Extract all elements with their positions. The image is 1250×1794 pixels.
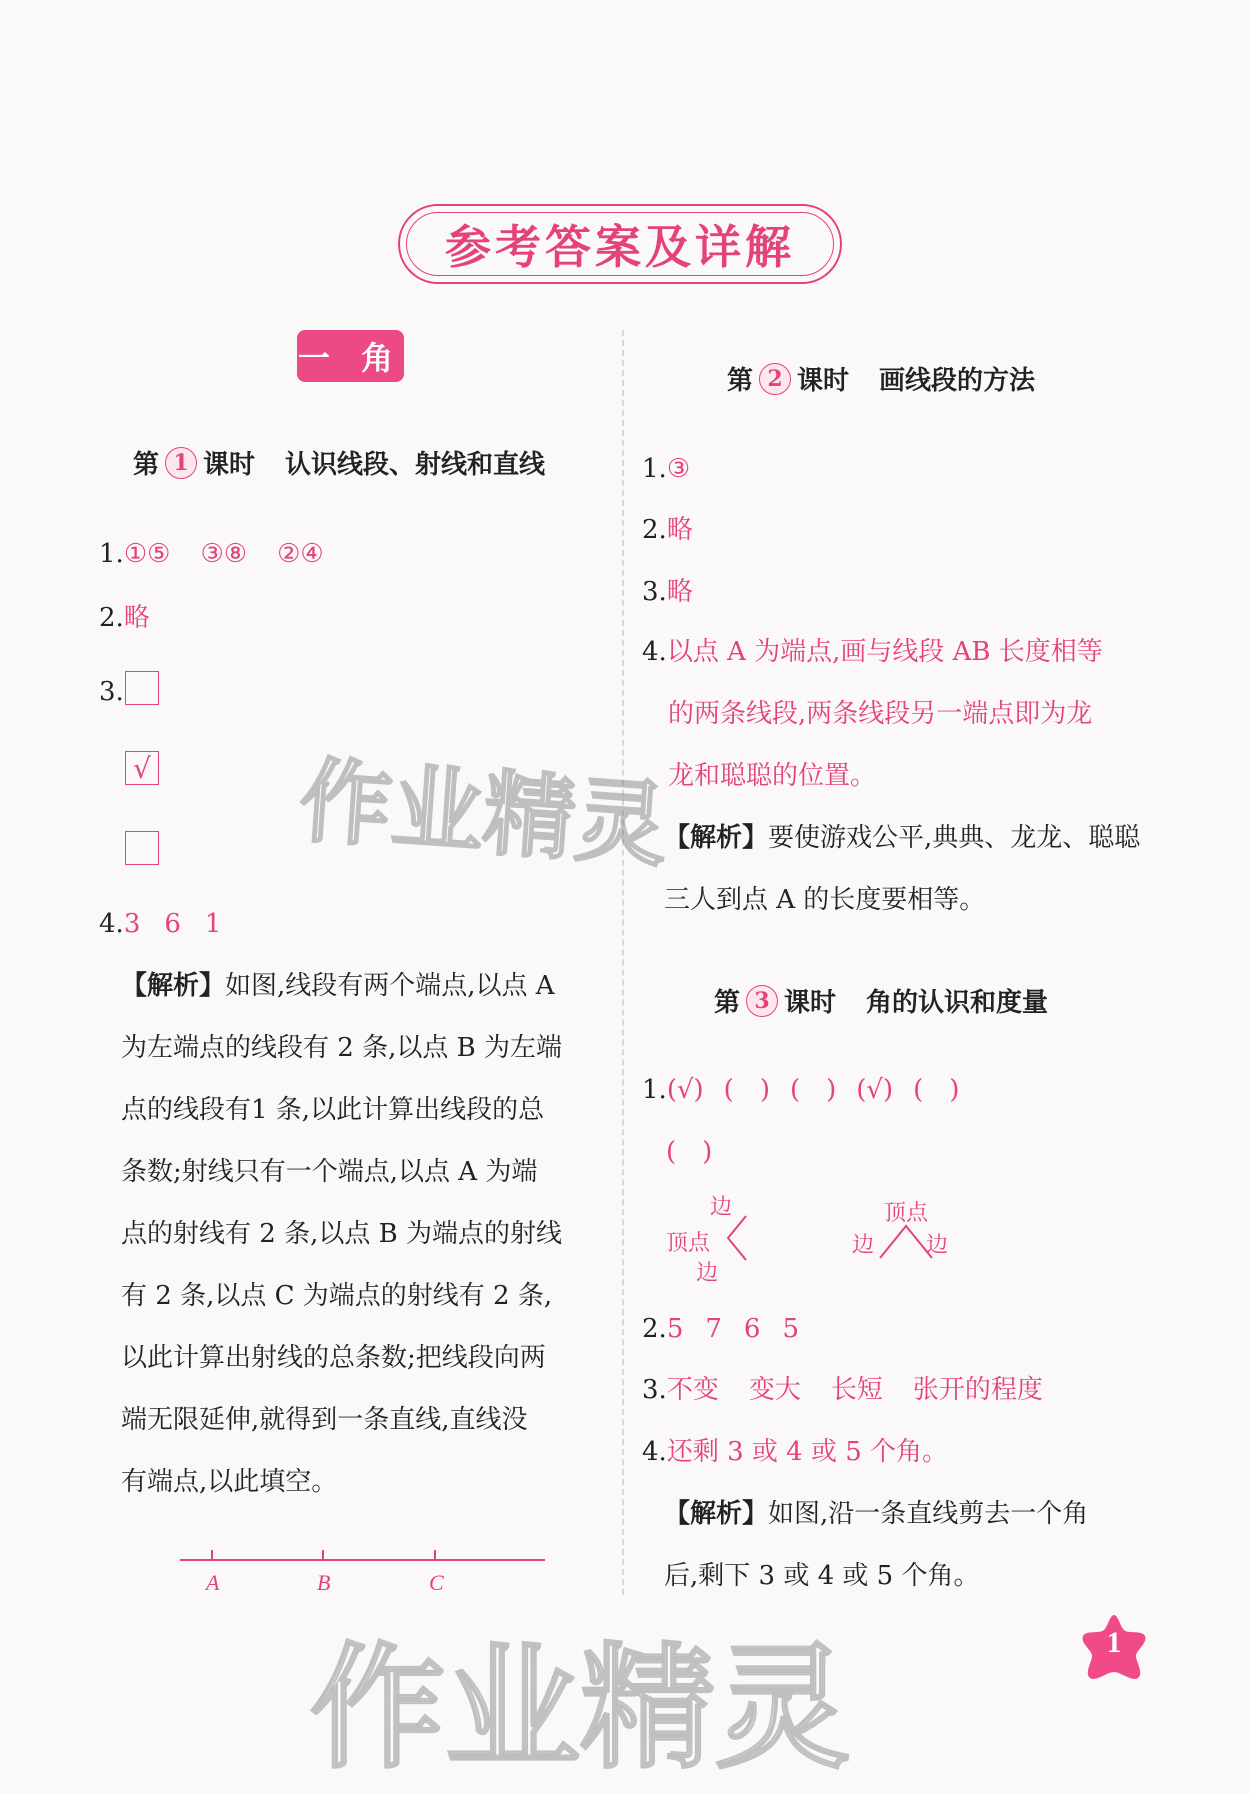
title-banner — [398, 204, 842, 284]
answer: 略 — [666, 515, 693, 545]
analysis-line: 有端点,以此填空。 — [121, 1467, 338, 1497]
l3-q1-row2: ( ) — [666, 1137, 713, 1167]
l1-q4 — [99, 911, 221, 937]
answer: ②④ — [277, 539, 324, 569]
figure-label-b: B — [317, 1570, 331, 1595]
lesson-number-badge: 2 — [759, 363, 791, 395]
question-number: 2. — [642, 515, 667, 545]
answer: 不变 — [666, 1375, 719, 1405]
analysis-line: 以此计算出射线的总条数;把线段向两 — [121, 1343, 546, 1373]
answer: 5 — [782, 1314, 799, 1344]
lesson-suffix: 课时 — [797, 366, 850, 396]
analysis-line: 条数;射线只有一个端点,以点 A 为端 — [121, 1157, 538, 1187]
watermark-middle: 作业精灵 — [296, 747, 671, 880]
analysis-line: 后,剩下 3 或 4 或 5 个角。 — [664, 1561, 980, 1591]
l2-q4 — [642, 621, 1103, 807]
angle-figure-1-lines — [722, 1214, 752, 1264]
answer: 长短 — [830, 1375, 883, 1405]
answer: ③⑧ — [200, 539, 248, 569]
answer: 3 — [123, 909, 141, 939]
figure-label-a: A — [206, 1570, 220, 1595]
answer-line: 龙和聪聪的位置。 — [668, 761, 877, 791]
lesson-prefix: 第 — [133, 450, 160, 480]
analysis-line: 如图,沿一条直线剪去一个角 — [768, 1499, 1089, 1529]
answer: ( ) — [789, 1075, 837, 1105]
lesson-topic: 角的认识和度量 — [866, 988, 1049, 1018]
l3-analysis — [664, 1483, 1088, 1607]
answer: 张开的程度 — [912, 1375, 1043, 1405]
angle-figure-1-polyline — [728, 1216, 746, 1260]
lesson-suffix: 课时 — [784, 988, 837, 1018]
angle-figure-1 — [666, 1190, 756, 1286]
lesson-1-heading — [133, 444, 545, 481]
question-number: 4. — [99, 909, 124, 939]
l3-q4 — [642, 1439, 948, 1465]
angle-figure-2-polyline — [880, 1226, 932, 1258]
answer: 6 — [164, 909, 181, 939]
analysis-line: 有 2 条,以点 C 为端点的射线有 2 条, — [121, 1281, 553, 1311]
segment-figure — [170, 1540, 550, 1600]
answer-box — [125, 671, 159, 705]
answer: (√) — [856, 1075, 894, 1105]
analysis-tag: 【解析】 — [664, 1499, 769, 1529]
figure-label-c: C — [429, 1570, 444, 1595]
l1-q3-number: 3. — [99, 677, 124, 707]
l1-q2 — [99, 605, 150, 631]
analysis-line: 端无限延伸,就得到一条直线,直线没 — [121, 1405, 528, 1435]
l2-q3 — [642, 579, 693, 605]
answer-box — [125, 831, 159, 865]
analysis-line: 要使游戏公平,典典、龙龙、聪聪 — [768, 823, 1141, 853]
answer: 变大 — [748, 1375, 801, 1405]
answer: ③ — [666, 454, 691, 484]
answer: 略 — [666, 577, 693, 607]
question-number: 4. — [642, 1437, 667, 1467]
analysis-line: 点的线段有1 条,以此计算出线段的总 — [121, 1095, 545, 1125]
angle-side-label: 边 — [852, 1233, 875, 1258]
angle-side-label: 边 — [926, 1233, 949, 1258]
answer: 7 — [705, 1314, 722, 1344]
answer: ①⑤ — [123, 539, 171, 569]
l1-q1 — [99, 541, 324, 567]
answer: 还剩 3 或 4 或 5 个角。 — [666, 1437, 949, 1467]
lesson-topic: 认识线段、射线和直线 — [285, 450, 546, 480]
lesson-3-heading — [714, 982, 1048, 1019]
unit-tag: 一 角 — [297, 330, 404, 382]
question-number: 1. — [642, 454, 667, 484]
analysis-line: 如图,线段有两个端点,以点 A — [225, 971, 555, 1001]
answer: 略 — [123, 603, 150, 633]
watermark-bottom: 作业精灵 — [310, 1630, 850, 1787]
answer-line: 的两条线段,两条线段另一端点即为龙 — [668, 699, 1093, 729]
angle-vertex-label: 顶点 — [884, 1201, 929, 1226]
angle-side-label: 边 — [710, 1195, 733, 1220]
lesson-prefix: 第 — [714, 988, 741, 1018]
answer: ( ) — [723, 1075, 770, 1105]
l2-analysis — [664, 807, 1140, 931]
l1-analysis — [121, 955, 562, 1513]
lesson-topic: 画线段的方法 — [879, 366, 1036, 396]
question-number: 1. — [99, 539, 124, 569]
answer-line: 以点 A 为端点,画与线段 AB 长度相等 — [666, 637, 1103, 667]
lesson-prefix: 第 — [727, 366, 754, 396]
angle-vertex-label: 顶点 — [666, 1231, 711, 1256]
l3-q2 — [642, 1316, 799, 1342]
analysis-line: 点的射线有 2 条,以点 B 为端点的射线 — [121, 1219, 562, 1249]
analysis-line: 三人到点 A 的长度要相等。 — [664, 885, 986, 915]
page-number: 1 — [1106, 1626, 1122, 1659]
angle-side-label: 边 — [696, 1261, 719, 1286]
l2-q1 — [642, 456, 690, 482]
question-number: 3. — [642, 1375, 667, 1405]
question-number: 1. — [642, 1075, 667, 1105]
analysis-tag: 【解析】 — [121, 971, 226, 1001]
answer: (√) — [666, 1075, 704, 1105]
answer: 1 — [204, 909, 222, 939]
lesson-number-badge: 1 — [165, 447, 197, 479]
angle-figure-2 — [852, 1196, 962, 1266]
answer-box-checked: √ — [125, 751, 159, 785]
answer: 6 — [743, 1314, 761, 1344]
analysis-line: 为左端点的线段有 2 条,以点 B 为左端 — [121, 1033, 562, 1063]
question-number: 4. — [642, 637, 667, 667]
analysis-tag: 【解析】 — [664, 823, 769, 853]
column-divider — [622, 330, 624, 1595]
answer: ( ) — [913, 1075, 960, 1105]
l2-q2 — [642, 517, 693, 543]
page-title: 参考答案及详解 — [445, 220, 795, 274]
lesson-2-heading — [727, 360, 1035, 397]
page-number-badge — [1078, 1612, 1150, 1682]
lesson-number-badge: 3 — [746, 985, 778, 1017]
lesson-suffix: 课时 — [203, 450, 256, 480]
answer: 5 — [666, 1314, 684, 1344]
question-number: 2. — [642, 1314, 667, 1344]
question-number: 2. — [99, 603, 124, 633]
l3-q3 — [642, 1377, 1043, 1403]
l3-q1-row1 — [642, 1077, 959, 1103]
question-number: 3. — [642, 577, 667, 607]
